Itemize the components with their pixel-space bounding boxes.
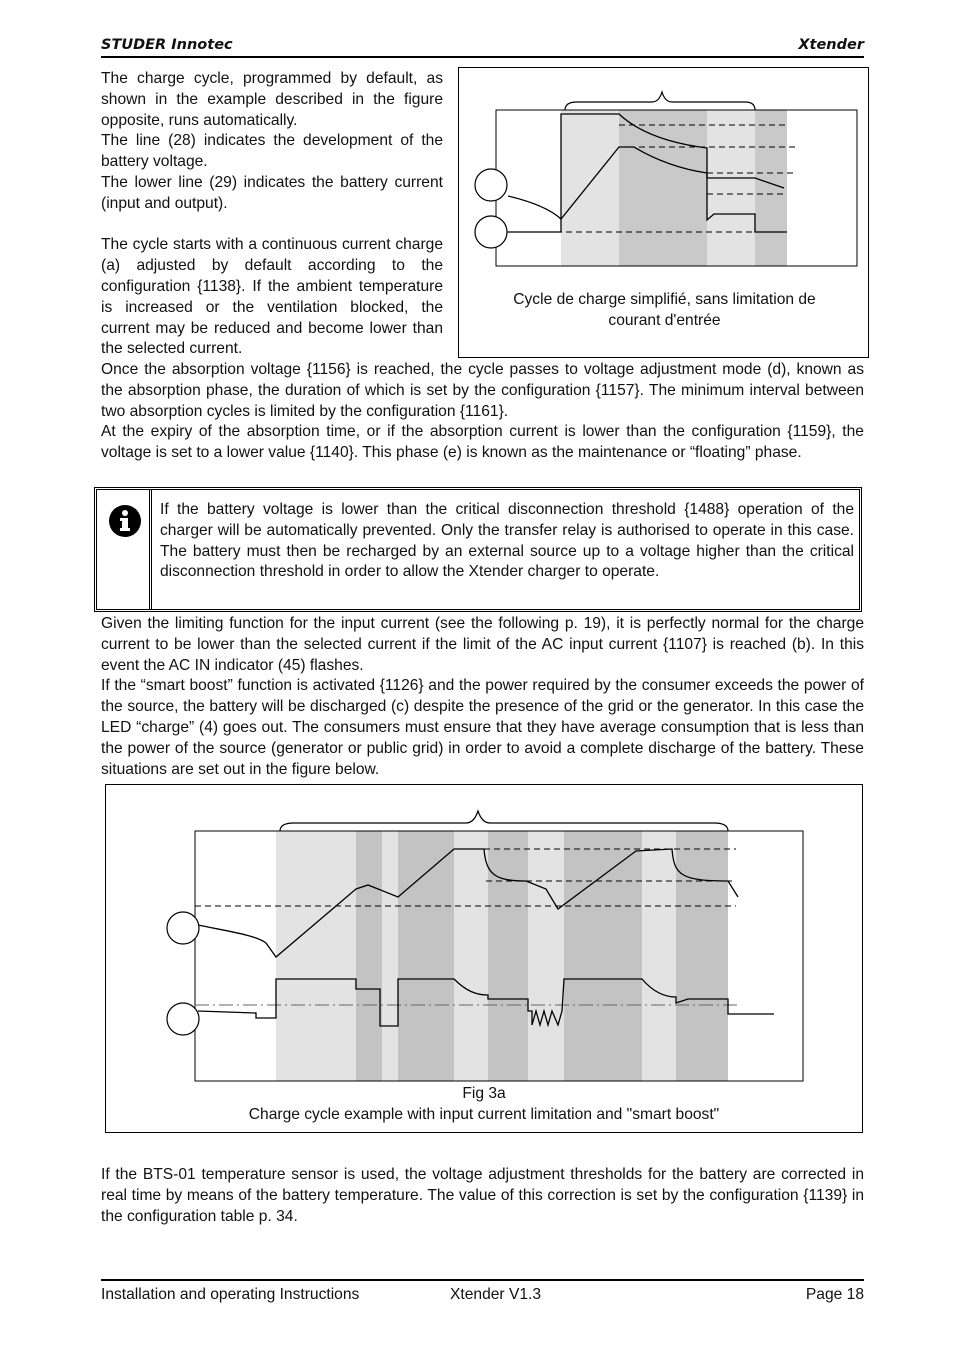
body-paragraph: At the expiry of the absorption time, or if the absorption current is lower than the configuration {1159}, the voltage is set to a lower value {1140}. This phase (e) is known as the maintenance or “floating” phase.: [101, 423, 864, 462]
header-brand: STUDER Innotec: [101, 37, 233, 53]
footer-center: Xtender V1.3: [450, 1286, 542, 1303]
figure1-caption: [479, 289, 850, 331]
intro-paragraph: The cycle starts with a continuous current charge (a) adjusted by default according to the configuration {1138}. If the ambient temperature is increased or the ventilation blocked, the current may be reduced and become lower than the selected current.: [101, 236, 443, 358]
footer-page-number: Page 18: [805, 1286, 864, 1303]
closing-paragraph: If the BTS-01 temperature sensor is used, the voltage adjustment thresholds for the battery are corrected in real time by means of the battery temperature. The value of this correction is set by the configuration {1139} in the configuration table p. 34.: [101, 1166, 864, 1225]
figure-simplified-cycle: [458, 67, 869, 358]
header-product: Xtender: [798, 37, 864, 53]
figure1-caption-line1: Cycle de charge simplifié, sans limitation de: [513, 291, 816, 308]
body-paragraph: Once the absorption voltage {1156} is reached, the cycle passes to voltage adjustment mode (d), known as the absorption phase, the duration of which is set by the configuration {1157}. The minimum interval between two absorption cycles is limited by the configuration {1161}.: [101, 361, 864, 420]
info-text: If the battery voltage is lower than the critical disconnection threshold {1488} operation of the charger will be automatically prevented. Only the transfer relay is authorised to operate in this case. The battery must then be recharged by an external source up to a voltage higher than the critical disconnection threshold in order to allow the Xtender charger to operate.: [160, 501, 854, 581]
footer-rule: [101, 1279, 864, 1281]
body-text-2: [101, 614, 864, 780]
intro-paragraph: The lower line (29) indicates the battery current (input and output).: [101, 173, 443, 212]
header-rule: [101, 56, 864, 58]
info-icon-cell: [97, 490, 152, 609]
figure2-caption-line1: Fig 3a: [462, 1085, 506, 1102]
body-text-1: [101, 360, 864, 464]
body-paragraph: Given the limiting function for the input current (see the following p. 19), it is perfectly normal for the charge current to be lower than the selected current if the limit of the AC input current {1107} is reached (b). In this event the AC IN indicator (45) flashes.: [101, 615, 864, 674]
figure2-caption: [106, 1083, 862, 1125]
info-icon: [108, 504, 142, 538]
intro-paragraph: The line (28) indicates the development of the battery voltage.: [101, 132, 443, 171]
info-box: [94, 487, 862, 612]
figure1-caption-line2: courant d'entrée: [608, 312, 721, 329]
figure-charge-cycle-smart-boost: [105, 784, 863, 1133]
intro-paragraph: The charge cycle, programmed by default, as shown in the example described in the figure opposite, runs automatically.: [101, 70, 443, 129]
intro-text: [101, 69, 443, 360]
figure2-caption-line2: Charge cycle example with input current limitation and "smart boost": [248, 1106, 720, 1123]
spacer: [101, 215, 443, 236]
footer-left: Installation and operating Instructions: [101, 1286, 360, 1303]
body-paragraph: If the “smart boost” function is activated {1126} and the power required by the consumer exceeds the power of the source, the battery will be discharged (c) despite the presence of the grid or the generator. In this case the LED “charge” (4) goes out. The consumers must ensure that they have average consumption that is less than the power of the source (generator or public grid) in order to avoid a complete discharge of the battery. These situations are set out in the figure below.: [101, 677, 864, 778]
charge-cycle-diagram: [106, 785, 864, 1134]
